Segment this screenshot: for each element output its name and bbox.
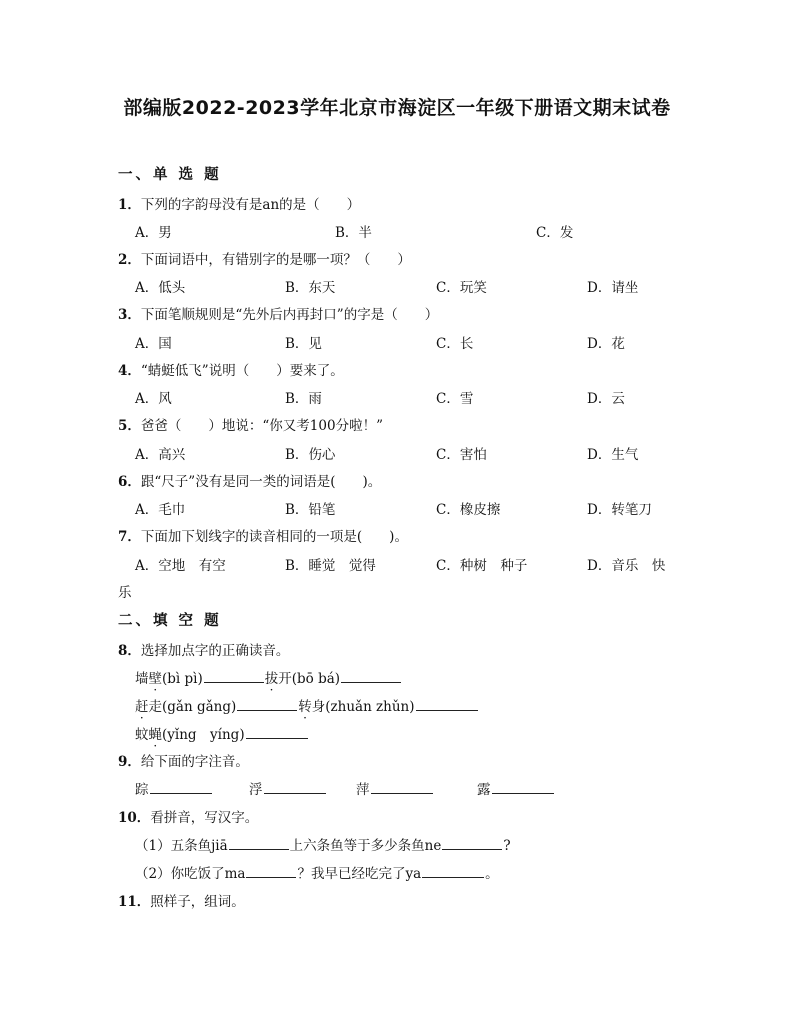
char: 浮 bbox=[249, 782, 263, 798]
word-char: 墙 bbox=[135, 671, 149, 687]
question-8-row-1 bbox=[135, 667, 402, 687]
pinyin-choices: (bō bá) bbox=[291, 671, 341, 687]
option-d[interactable]: D．转笔刀 bbox=[587, 502, 652, 518]
pinyin-choices: (zhuǎn zhǔn) bbox=[325, 699, 415, 715]
option-a[interactable]: A．男 bbox=[135, 225, 172, 241]
char-item bbox=[135, 778, 213, 798]
question-3 bbox=[118, 303, 438, 323]
prompt-text: 。 bbox=[485, 866, 499, 882]
question-10-line-2 bbox=[135, 862, 499, 882]
answer-blank[interactable] bbox=[422, 863, 484, 878]
option-c[interactable]: C．发 bbox=[536, 225, 574, 241]
question-2-options bbox=[135, 276, 695, 296]
question-number: 6． bbox=[118, 474, 141, 490]
option-c[interactable]: C．长 bbox=[436, 336, 474, 352]
option-a[interactable]: A．低头 bbox=[135, 280, 186, 296]
answer-blank[interactable] bbox=[442, 835, 502, 850]
option-a[interactable]: A．空地 有空 bbox=[135, 558, 226, 574]
question-text: 照样子，组词。 bbox=[150, 894, 245, 910]
question-text: 下列的字韵母没有是an的是（ ） bbox=[140, 197, 361, 213]
answer-blank[interactable] bbox=[264, 779, 326, 794]
option-b[interactable]: B．铅笔 bbox=[285, 502, 336, 518]
question-10-line-1 bbox=[135, 834, 511, 854]
option-b[interactable]: B．半 bbox=[335, 225, 372, 241]
dotted-char: 壁 bbox=[148, 671, 162, 687]
word-char: 开 bbox=[278, 671, 292, 687]
question-text: 下面笔顺规则是“先外后内再封口”的字是（ ） bbox=[140, 307, 439, 323]
option-a[interactable]: A．高兴 bbox=[135, 447, 186, 463]
question-number: 7． bbox=[118, 529, 141, 545]
option-c[interactable]: C．橡皮擦 bbox=[436, 502, 501, 518]
word-char: 身 bbox=[311, 699, 326, 715]
prompt-text: （1）五条鱼jiā bbox=[135, 838, 228, 854]
question-11 bbox=[118, 890, 245, 910]
question-7-options bbox=[135, 554, 695, 574]
option-c[interactable]: C．害怕 bbox=[436, 447, 487, 463]
dotted-char: 赶 bbox=[135, 699, 149, 715]
question-1-options bbox=[135, 221, 695, 241]
question-number: 4． bbox=[118, 363, 141, 379]
option-b[interactable]: B．见 bbox=[285, 336, 322, 352]
question-9-items bbox=[135, 778, 695, 798]
question-8-row-3 bbox=[135, 723, 309, 743]
dotted-char: 拔 bbox=[264, 671, 279, 687]
prompt-text: 上六条鱼等于多少条鱼ne bbox=[289, 838, 442, 854]
pinyin-choices: (yǐng yíng) bbox=[162, 727, 245, 743]
option-c[interactable]: C．种树 种子 bbox=[436, 558, 528, 574]
option-b[interactable]: B．睡觉 觉得 bbox=[285, 558, 376, 574]
option-b[interactable]: B．伤心 bbox=[285, 447, 336, 463]
prompt-text: ? bbox=[503, 838, 511, 854]
option-d[interactable]: D．生气 bbox=[587, 447, 639, 463]
question-text: 跟“尺子”没有是同一类的词语是( )。 bbox=[140, 474, 382, 490]
question-6 bbox=[118, 470, 381, 490]
question-number: 1． bbox=[118, 197, 141, 213]
option-a[interactable]: A．毛巾 bbox=[135, 502, 186, 518]
char-item bbox=[356, 778, 434, 798]
question-text: 给下面的字注音。 bbox=[140, 754, 249, 770]
option-d[interactable]: D．花 bbox=[587, 336, 625, 352]
question-10 bbox=[118, 806, 258, 826]
char-item bbox=[249, 778, 327, 798]
answer-blank[interactable] bbox=[229, 835, 289, 850]
answer-blank[interactable] bbox=[246, 724, 308, 739]
question-number: 5． bbox=[118, 418, 141, 434]
answer-blank[interactable] bbox=[237, 696, 297, 711]
question-8 bbox=[118, 639, 289, 659]
answer-blank[interactable] bbox=[246, 863, 296, 878]
page-title: 部编版2022-2023学年北京市海淀区一年级下册语文期末试卷 bbox=[123, 97, 671, 119]
option-c[interactable]: C．玩笑 bbox=[436, 280, 487, 296]
answer-blank[interactable] bbox=[371, 779, 433, 794]
question-9 bbox=[118, 750, 249, 770]
char: 萍 bbox=[356, 782, 370, 798]
question-text: 爸爸（ ）地说：“你又考100分啦！” bbox=[140, 418, 383, 434]
word-char: 蚊 bbox=[135, 727, 149, 743]
option-d[interactable]: D．请坐 bbox=[587, 280, 639, 296]
question-number: 11． bbox=[118, 894, 151, 910]
question-8-row-2 bbox=[135, 695, 479, 715]
option-b[interactable]: B．雨 bbox=[285, 391, 322, 407]
question-6-options bbox=[135, 498, 695, 518]
option-c[interactable]: C．雪 bbox=[436, 391, 474, 407]
question-number: 8． bbox=[118, 643, 141, 659]
prompt-text: ？我早已经吃完了ya bbox=[297, 866, 422, 882]
question-3-options bbox=[135, 332, 695, 352]
dotted-char: 蝇 bbox=[148, 727, 162, 743]
question-7 bbox=[118, 525, 408, 545]
section-heading-single-choice: 一、单 选 题 bbox=[118, 167, 222, 183]
option-d-continuation: 乐 bbox=[118, 585, 132, 601]
question-number: 9． bbox=[118, 754, 141, 770]
char: 踪 bbox=[135, 782, 149, 798]
question-number: 2． bbox=[118, 252, 141, 268]
option-a[interactable]: A．国 bbox=[135, 336, 172, 352]
char: 露 bbox=[477, 782, 491, 798]
option-b[interactable]: B．东天 bbox=[285, 280, 336, 296]
option-d[interactable]: D．云 bbox=[587, 391, 625, 407]
question-2 bbox=[118, 248, 411, 268]
section-heading-fill-blank: 二、填 空 题 bbox=[118, 613, 222, 629]
question-number: 3． bbox=[118, 307, 141, 323]
pinyin-choices: (gǎn gǎng) bbox=[162, 699, 237, 715]
question-1 bbox=[118, 193, 360, 213]
char-item bbox=[477, 778, 555, 798]
question-4 bbox=[118, 359, 344, 379]
question-text: 看拼音，写汉字。 bbox=[150, 810, 259, 826]
option-a[interactable]: A．风 bbox=[135, 391, 172, 407]
question-text: 下面加下划线字的读音相同的一项是( )。 bbox=[140, 529, 408, 545]
question-text: “蜻蜓低飞”说明（ ）要来了。 bbox=[140, 363, 344, 379]
question-text: 选择加点字的正确读音。 bbox=[140, 643, 290, 659]
question-4-options bbox=[135, 387, 695, 407]
pinyin-choices: (bì pì) bbox=[162, 671, 203, 687]
question-5-options bbox=[135, 443, 695, 463]
question-number: 10． bbox=[118, 810, 151, 826]
answer-blank[interactable] bbox=[150, 779, 212, 794]
option-d[interactable]: D．音乐 快 bbox=[587, 558, 666, 574]
answer-blank[interactable] bbox=[416, 696, 478, 711]
word-char: 走 bbox=[148, 699, 162, 715]
answer-blank[interactable] bbox=[492, 779, 554, 794]
question-text: 下面词语中，有错别字的是哪一项？（ ） bbox=[140, 252, 411, 268]
answer-blank[interactable] bbox=[204, 668, 264, 683]
prompt-text: （2）你吃饭了ma bbox=[135, 866, 246, 882]
question-5 bbox=[118, 414, 383, 434]
answer-blank[interactable] bbox=[341, 668, 401, 683]
dotted-char: 转 bbox=[298, 699, 312, 715]
